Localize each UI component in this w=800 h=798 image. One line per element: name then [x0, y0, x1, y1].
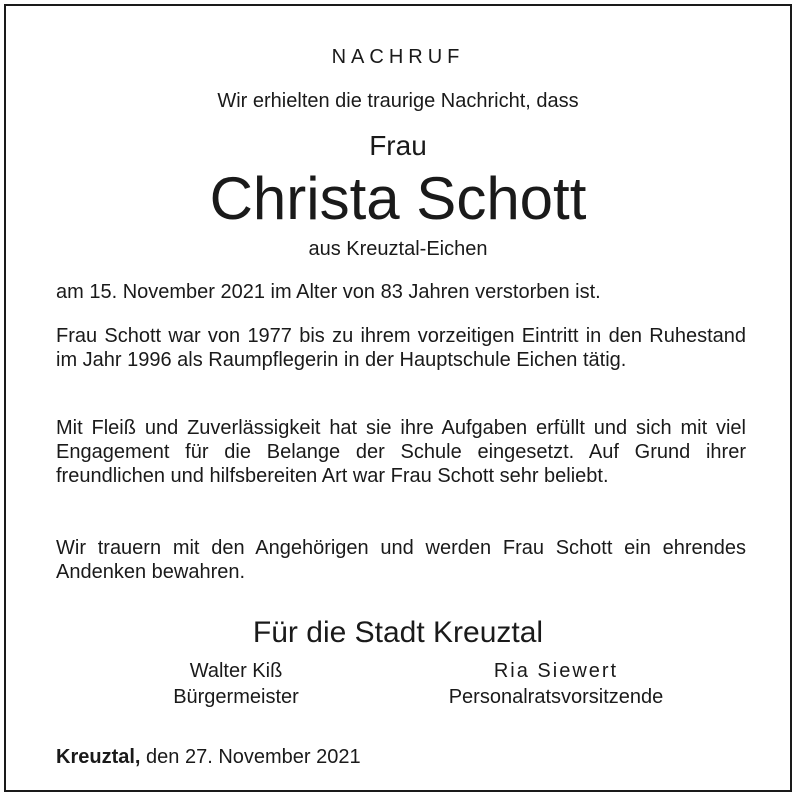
place-date-line — [56, 746, 361, 769]
organization-line: Für die Stadt Kreuztal — [252, 616, 544, 649]
signatory-name: Walter Kiß — [189, 660, 283, 682]
paragraph-appreciation: Mit Fleiß und Zuverlässigkeit hat sie ihre Aufgaben erfüllt und sich mit viel Engagement für die Belange der Schule eingesetzt. Auf Grund ihrer freundlichen und hilfsbereiten Art war Frau Schott sehr beliebt. — [56, 417, 746, 487]
signatory-role: Bürgermeister — [173, 686, 299, 708]
signatory-right — [406, 658, 706, 710]
date: den 27. November 2021 — [146, 746, 361, 768]
paragraph-death-date: am 15. November 2021 im Alter von 83 Jahren verstorben ist. — [56, 281, 601, 303]
signatory-left — [126, 658, 346, 710]
signatory-name: Ria Siewert — [493, 660, 619, 682]
obituary-notice — [4, 4, 792, 792]
salutation: Frau — [369, 130, 427, 161]
origin-line: aus Kreuztal-Eichen — [308, 238, 488, 260]
intro-line: Wir erhielten die traurige Nachricht, dass — [217, 90, 579, 112]
paragraph-mourning: Wir trauern mit den Angehörigen und werden Frau Schott ein ehrendes Andenken bewahren. — [56, 537, 746, 583]
deceased-name: Christa Schott — [209, 165, 587, 232]
place: Kreuztal, — [56, 746, 141, 768]
notice-heading: NACHRUF — [331, 46, 465, 68]
signatory-role: Personalratsvorsitzende — [448, 686, 664, 708]
paragraph-employment: Frau Schott war von 1977 bis zu ihrem vorzeitigen Eintritt in den Ruhestand im Jahr 1996 als Raumpflegerin in der Hauptschule Eichen tätig. — [56, 325, 746, 371]
